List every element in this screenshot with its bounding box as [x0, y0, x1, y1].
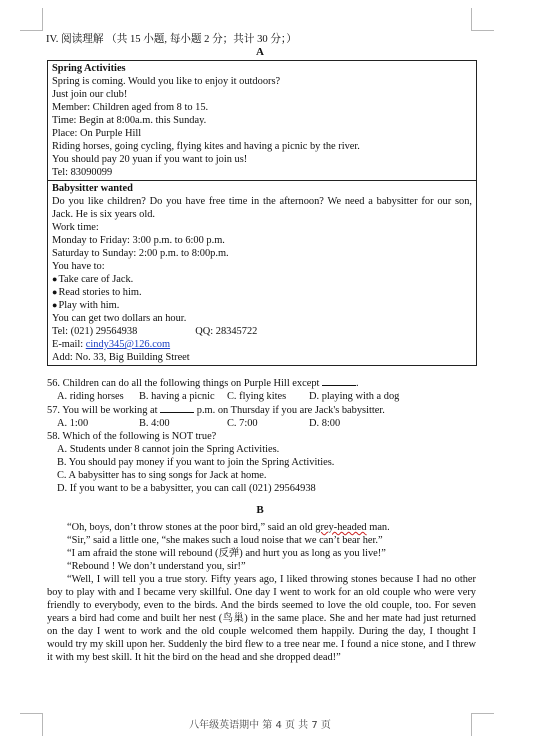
- passage-paragraph: “I am afraid the stone will rebound (反弹) and hurt you as long as you live!”: [67, 548, 386, 559]
- option: B. 4:00: [139, 418, 170, 429]
- address-line: Add: No. 33, Big Building Street: [52, 352, 190, 363]
- option: D. playing with a dog: [309, 391, 400, 402]
- option: A. riding horses: [57, 391, 124, 402]
- answer-blank: [160, 403, 194, 413]
- passage-paragraph: “Well, I will tell you a true story. Fifty years ago, I liked throwing stones because I had no other boy to play with and I became very skillful. One day I went to work for an old couple who were very friendly to everybody, even to the birds. And the birds seemed to love the old couple, too. For seven years a bird had come and built her nest (鸟巢) in the same place. She and her mate had just returned on the day I went to work and the old couple welcomed them happily. During the day, I thought I would try my skill upon her. Suddenly the bird flew to a tree near me. I found a nice stone, and I threw it with my best skill. It hit the bird on the head and she dropped dead!”: [47, 574, 476, 663]
- have-to-label: You have to:: [52, 261, 105, 272]
- question-56: [47, 376, 487, 390]
- option: D. If you want to be a babysitter, you can call (021) 29564938: [57, 483, 316, 494]
- babysitter-ad: [48, 180, 476, 365]
- marked-word: grey-headed: [315, 522, 367, 533]
- ad1-line: Just join our club!: [52, 89, 128, 100]
- section-title: IV. 阅读理解 （共 15 小题, 每小题 2 分；共计 30 分；）: [46, 34, 297, 45]
- spring-activities-ad: [48, 61, 476, 180]
- q57-options: [47, 417, 487, 430]
- qq: QQ: 28345722: [195, 326, 258, 337]
- option: C. A babysitter has to sing songs for Jack at home.: [57, 470, 267, 481]
- ad2-title: Babysitter wanted: [52, 183, 133, 194]
- option: A. 1:00: [57, 418, 89, 429]
- task-item: ● Take care of Jack.: [52, 273, 472, 286]
- q57-stem-b: p.m. on Thursday if you are Jack's babysitter.: [196, 405, 385, 416]
- ad1-line: Riding horses, going cycling, flying kites and having a picnic by the river.: [52, 141, 360, 152]
- option: C. 7:00: [227, 418, 258, 429]
- crop-mark-top-right: [471, 8, 494, 31]
- option: B. having a picnic: [139, 391, 215, 402]
- ad1-line: Time: Begin at 8:00a.m. this Sunday.: [52, 115, 207, 126]
- pay-line: You can get two dollars an hour.: [52, 313, 187, 324]
- email-label: E-mail:: [52, 339, 86, 350]
- part-a-label: A: [256, 46, 264, 58]
- ad1-line: Tel: 83090099: [52, 167, 113, 178]
- questions: [47, 376, 487, 495]
- question-57: [47, 403, 487, 417]
- option: A. Students under 8 cannot join the Spring Activities.: [57, 444, 280, 455]
- part-b-label: B: [256, 504, 264, 516]
- option: B. You should pay money if you want to join the Spring Activities.: [57, 457, 335, 468]
- page-footer: 八年级英语期中 第 4 页 共 7 页: [189, 720, 331, 731]
- email-line: [52, 338, 472, 351]
- ad1-line: Member: Children aged from 8 to 15.: [52, 102, 209, 113]
- passage-paragraph: “Sir,” said a little one, “she makes such a loud noise that we can’t bear her.”: [67, 535, 383, 546]
- ad2-intro: Do you like children? Do you have free time in the afternoon? We need a babysitter for our son, Jack. He is six years old.: [52, 196, 472, 220]
- q56-end: .: [356, 378, 359, 389]
- tel: Tel: (021) 29564938: [52, 326, 138, 337]
- option: C. flying kites: [227, 391, 287, 402]
- ad1-line: Place: On Purple Hill: [52, 128, 142, 139]
- q56-stem: 56. Children can do all the following things on Purple Hill except: [47, 378, 320, 389]
- option: D. 8:00: [309, 418, 341, 429]
- passage-paragraph: [47, 521, 476, 534]
- email-link[interactable]: cindy345@126.com: [85, 339, 171, 350]
- p1-text: “Oh, boys, don’t throw stones at the poor bird,” said an old: [67, 522, 316, 533]
- passage-paragraph: “Rebound ! We don’t understand you, sir!”: [67, 561, 246, 572]
- crop-mark-top-left: [20, 8, 43, 31]
- task-item: ● Read stories to him.: [52, 286, 472, 299]
- ad1-line: Spring is coming. Would you like to enjoy it outdoors?: [52, 76, 281, 87]
- ad1-line: You should pay 20 yuan if you want to join us!: [52, 154, 248, 165]
- work-time-label: Work time:: [52, 222, 99, 233]
- p1-text-end: man.: [366, 522, 390, 533]
- ad1-title: Spring Activities: [52, 63, 126, 74]
- weekend-hours: Saturday to Sunday: 2:00 p.m. to 8:00p.m.: [52, 248, 229, 259]
- answer-blank: [322, 376, 356, 386]
- reading-passage: [47, 521, 476, 664]
- question-58: 58. Which of the following is NOT true?: [47, 431, 217, 442]
- weekday-hours: Monday to Friday: 3:00 p.m. to 6:00 p.m.: [52, 235, 225, 246]
- advertisements-box: [47, 60, 477, 366]
- q57-stem-a: 57. You will be working at: [47, 405, 158, 416]
- q56-options: [47, 390, 487, 403]
- contact-line: [52, 325, 472, 338]
- task-item: ● Play with him.: [52, 299, 472, 312]
